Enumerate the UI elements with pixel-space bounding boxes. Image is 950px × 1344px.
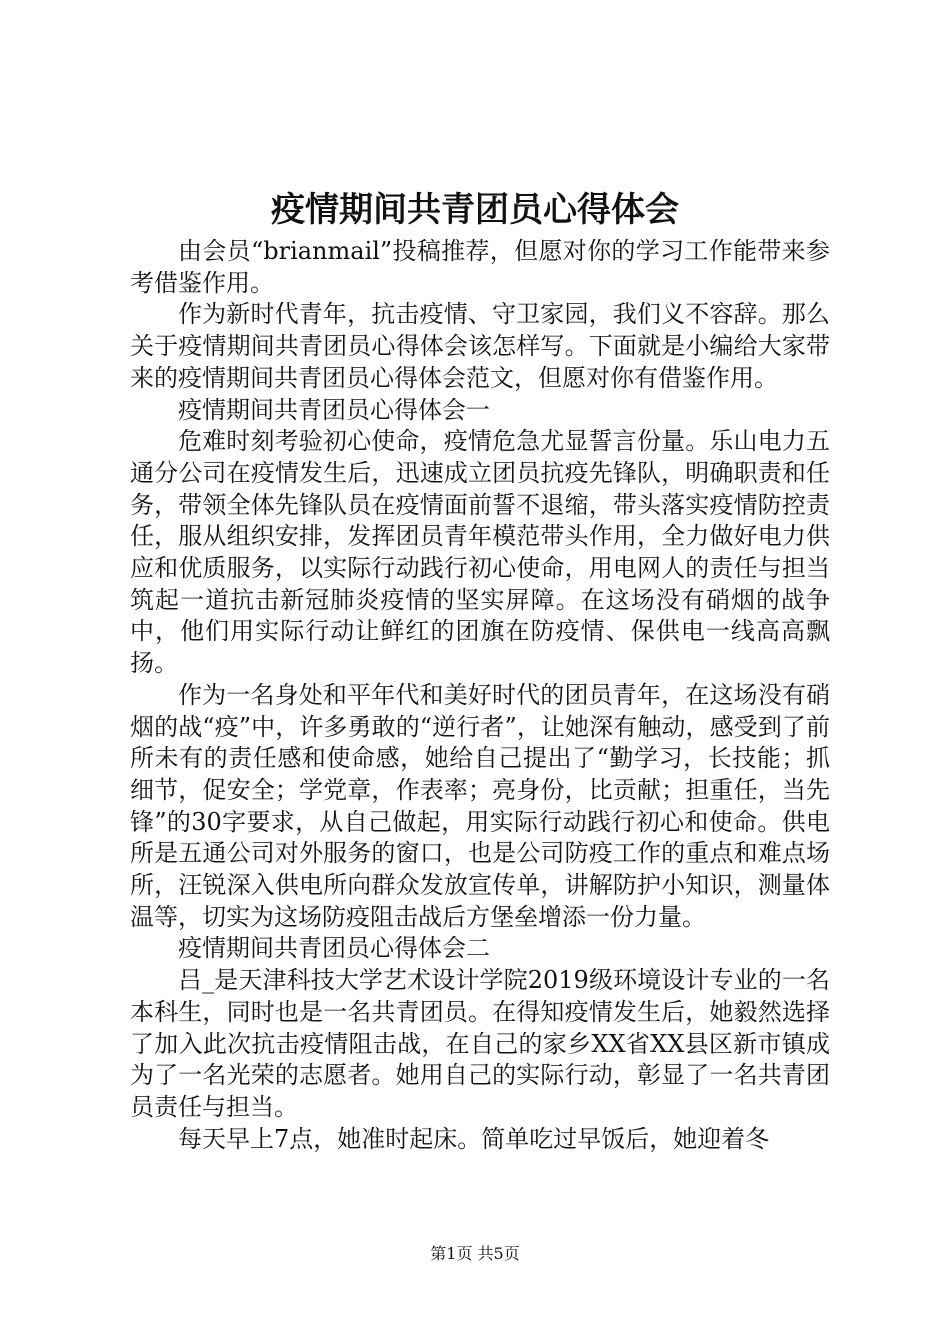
paragraph-section-one-b: 作为一名身处和平年代和美好时代的团员青年，在这场没有硝烟的战“疫”中，许多勇敢的“逆行者”，让她深有触动，感受到了前所未有的责任感和使命感，她给自己提出了“勤学习，长技能；抓细节，促安全；学党章，作表率；亮身份，比贡献；担重任，当先锋”的30字要求，从自己做起，用实际行动践行初心和使命。供电所是五通公司对外服务的窗口，也是公司防疫工作的重点和难点场所，汪锐深入供电所向群众发放宣传单，讲解防护小知识，测量体温等，切实为这场防疫阻击战后方堡垒增添一份力量。 bbox=[130, 680, 830, 931]
document-body bbox=[130, 236, 830, 1155]
section-heading-two: 疫情期间共青团员心得体会二 bbox=[178, 934, 490, 963]
paragraph-section-one-a: 危难时刻考验初心使命，疫情危急尤显誓言份量。乐山电力五通分公司在疫情发生后，迅速成立团员抗疫先锋队，明确职责和任务，带领全体先锋队员在疫情面前誓不退缩，带头落实疫情防控责任，服从组织安排，发挥团员青年模范带头作用，全力做好电力供应和优质服务，以实际行动践行初心使命，用电网人的责任与担当筑起一道抗击新冠肺炎疫情的坚实屏障。在这场没有硝烟的战争中，他们用实际行动让鲜红的团旗在防疫情、保供电一线高高飘扬。 bbox=[130, 427, 830, 678]
paragraph-preface: 作为新时代青年，抗击疫情、守卫家园，我们义不容辞。那么关于疫情期间共青团员心得体会该怎样写。下面就是小编给大家带来的疫情期间共青团员心得体会范文，但愿对你有借鉴作用。 bbox=[130, 300, 830, 392]
paragraph-section-two-a: 吕_是天津科技大学艺术设计学院2019级环境设计专业的一名本科生，同时也是一名共青团员。在得知疫情发生后，她毅然选择了加入此次抗击疫情阻击战，在自己的家乡XX省XX县区新市镇成为了一名光荣的志愿者。她用自己的实际行动，彰显了一名共青团员责任与担当。 bbox=[130, 966, 830, 1121]
document-title: 疫情期间共青团员心得体会 bbox=[271, 190, 679, 230]
section-heading-one: 疫情期间共青团员心得体会一 bbox=[178, 395, 490, 424]
paragraph-intro: 由会员“brianmail”投稿推荐，但愿对你的学习工作能带来参考借鉴作用。 bbox=[130, 237, 830, 297]
page-indicator: 第1页 共5页 bbox=[430, 1244, 520, 1263]
paragraph-section-two-b: 每天早上7点，她准时起床。简单吃过早饭后，她迎着冬 bbox=[178, 1124, 770, 1153]
